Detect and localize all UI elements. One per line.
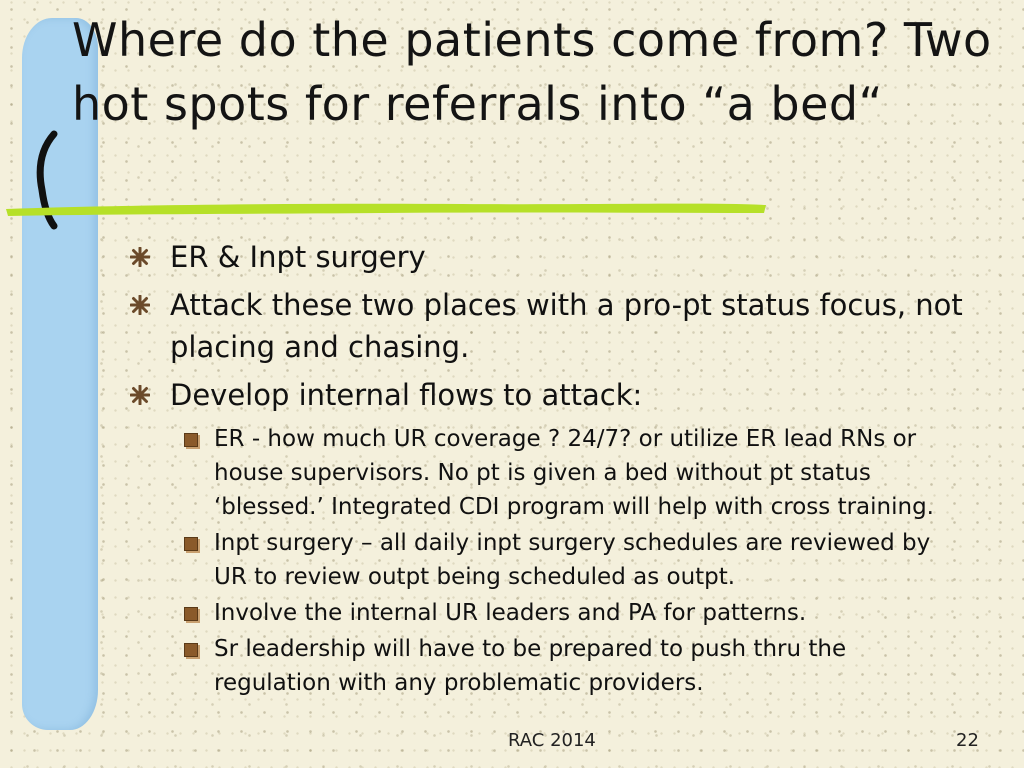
bullet-text: ER & Inpt surgery xyxy=(170,240,426,274)
square-bullet-icon xyxy=(184,537,198,551)
bullet-text: Develop internal flows to attack: xyxy=(170,378,643,412)
green-underline-stroke xyxy=(2,196,770,218)
sub-bullet-item xyxy=(170,526,970,594)
bullet-list xyxy=(130,236,970,416)
square-bullet-icon xyxy=(184,643,198,657)
sub-bullet-item xyxy=(170,422,970,524)
bullet-item xyxy=(130,284,970,368)
sub-bullet-text: ER - how much UR coverage ? 24/7? or utilize ER lead RNs or house supervisors. No pt is given a bed without pt status ‘blessed.’ Integrated CDI program will help with cross training. xyxy=(214,426,934,520)
sub-bullet-item xyxy=(170,632,970,700)
sub-bullet-text: Involve the internal UR leaders and PA for patterns. xyxy=(214,600,807,626)
square-bullet-icon xyxy=(184,433,198,447)
bullet-item xyxy=(130,236,970,278)
sub-bullet-text: Inpt surgery – all daily inpt surgery schedules are reviewed by UR to review outpt being scheduled as outpt. xyxy=(214,530,931,590)
bullet-text: Attack these two places with a pro-pt status focus, not placing and chasing. xyxy=(170,288,963,364)
sub-bullet-item xyxy=(170,596,970,630)
sub-bullet-list xyxy=(130,422,970,700)
slide-number: 22 xyxy=(956,730,979,751)
footer-label: RAC 2014 xyxy=(508,730,596,751)
star-bullet-icon xyxy=(130,247,150,267)
star-bullet-icon xyxy=(130,295,150,315)
sub-bullet-text: Sr leadership will have to be prepared to push thru the regulation with any problematic providers. xyxy=(214,636,847,696)
bullet-item xyxy=(130,374,970,416)
star-bullet-icon xyxy=(130,385,150,405)
slide-title: Where do the patients come from? Two hot spots for referrals into “a bed“ xyxy=(72,13,992,131)
square-bullet-icon xyxy=(184,607,198,621)
slide-body xyxy=(130,236,970,702)
